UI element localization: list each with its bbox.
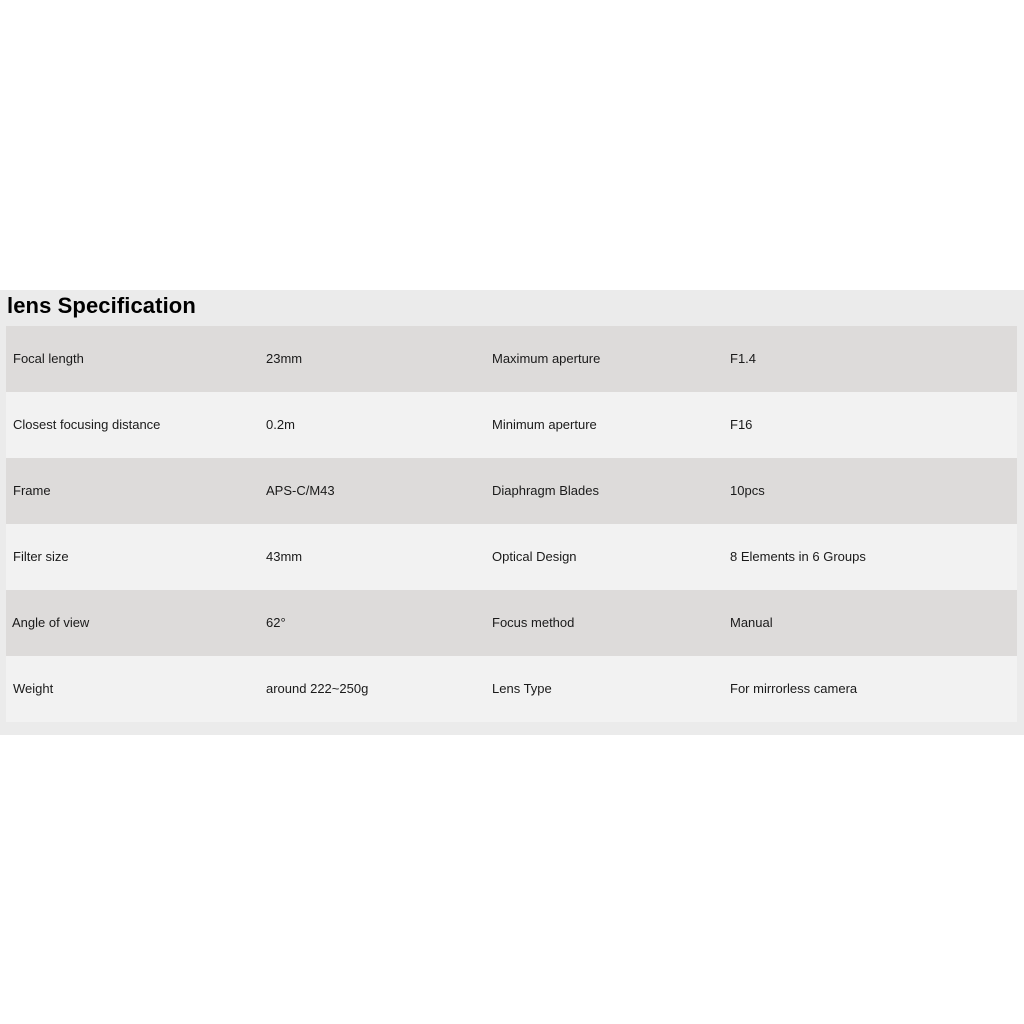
spec-label: Lens Type <box>492 681 552 696</box>
table-row <box>6 656 1017 722</box>
spec-label: Minimum aperture <box>492 417 597 432</box>
spec-value: 43mm <box>266 549 303 564</box>
table-row <box>6 524 1017 590</box>
spec-label: Maximum aperture <box>492 351 601 366</box>
spec-value: F1.4 <box>730 351 757 366</box>
table-row <box>6 392 1017 458</box>
spec-value: around 222~250g <box>266 681 369 696</box>
table-row <box>6 590 1017 656</box>
spec-value: 23mm <box>266 351 303 366</box>
spec-value: 0.2m <box>266 417 295 432</box>
table-row <box>6 458 1017 524</box>
spec-label: Angle of view <box>12 615 90 630</box>
spec-label: Closest focusing distance <box>13 417 161 432</box>
spec-value: 8 Elements in 6 Groups <box>730 549 866 564</box>
spec-label: Weight <box>13 681 54 696</box>
spec-label: Optical Design <box>492 549 577 564</box>
spec-table <box>6 326 1017 722</box>
spec-value: For mirrorless camera <box>730 681 858 696</box>
spec-value: APS-C/M43 <box>266 483 335 498</box>
page-title: lens Specification <box>7 293 196 318</box>
spec-value: Manual <box>730 615 773 630</box>
spec-label: Diaphragm Blades <box>492 483 599 498</box>
spec-value: F16 <box>730 417 753 432</box>
spec-label: Focus method <box>492 615 575 630</box>
spec-label: Frame <box>13 483 51 498</box>
spec-label: Focal length <box>13 351 84 366</box>
spec-value: 10pcs <box>730 483 765 498</box>
spec-value: 62° <box>266 615 286 630</box>
spec-label: Filter size <box>13 549 69 564</box>
table-row <box>6 326 1017 392</box>
